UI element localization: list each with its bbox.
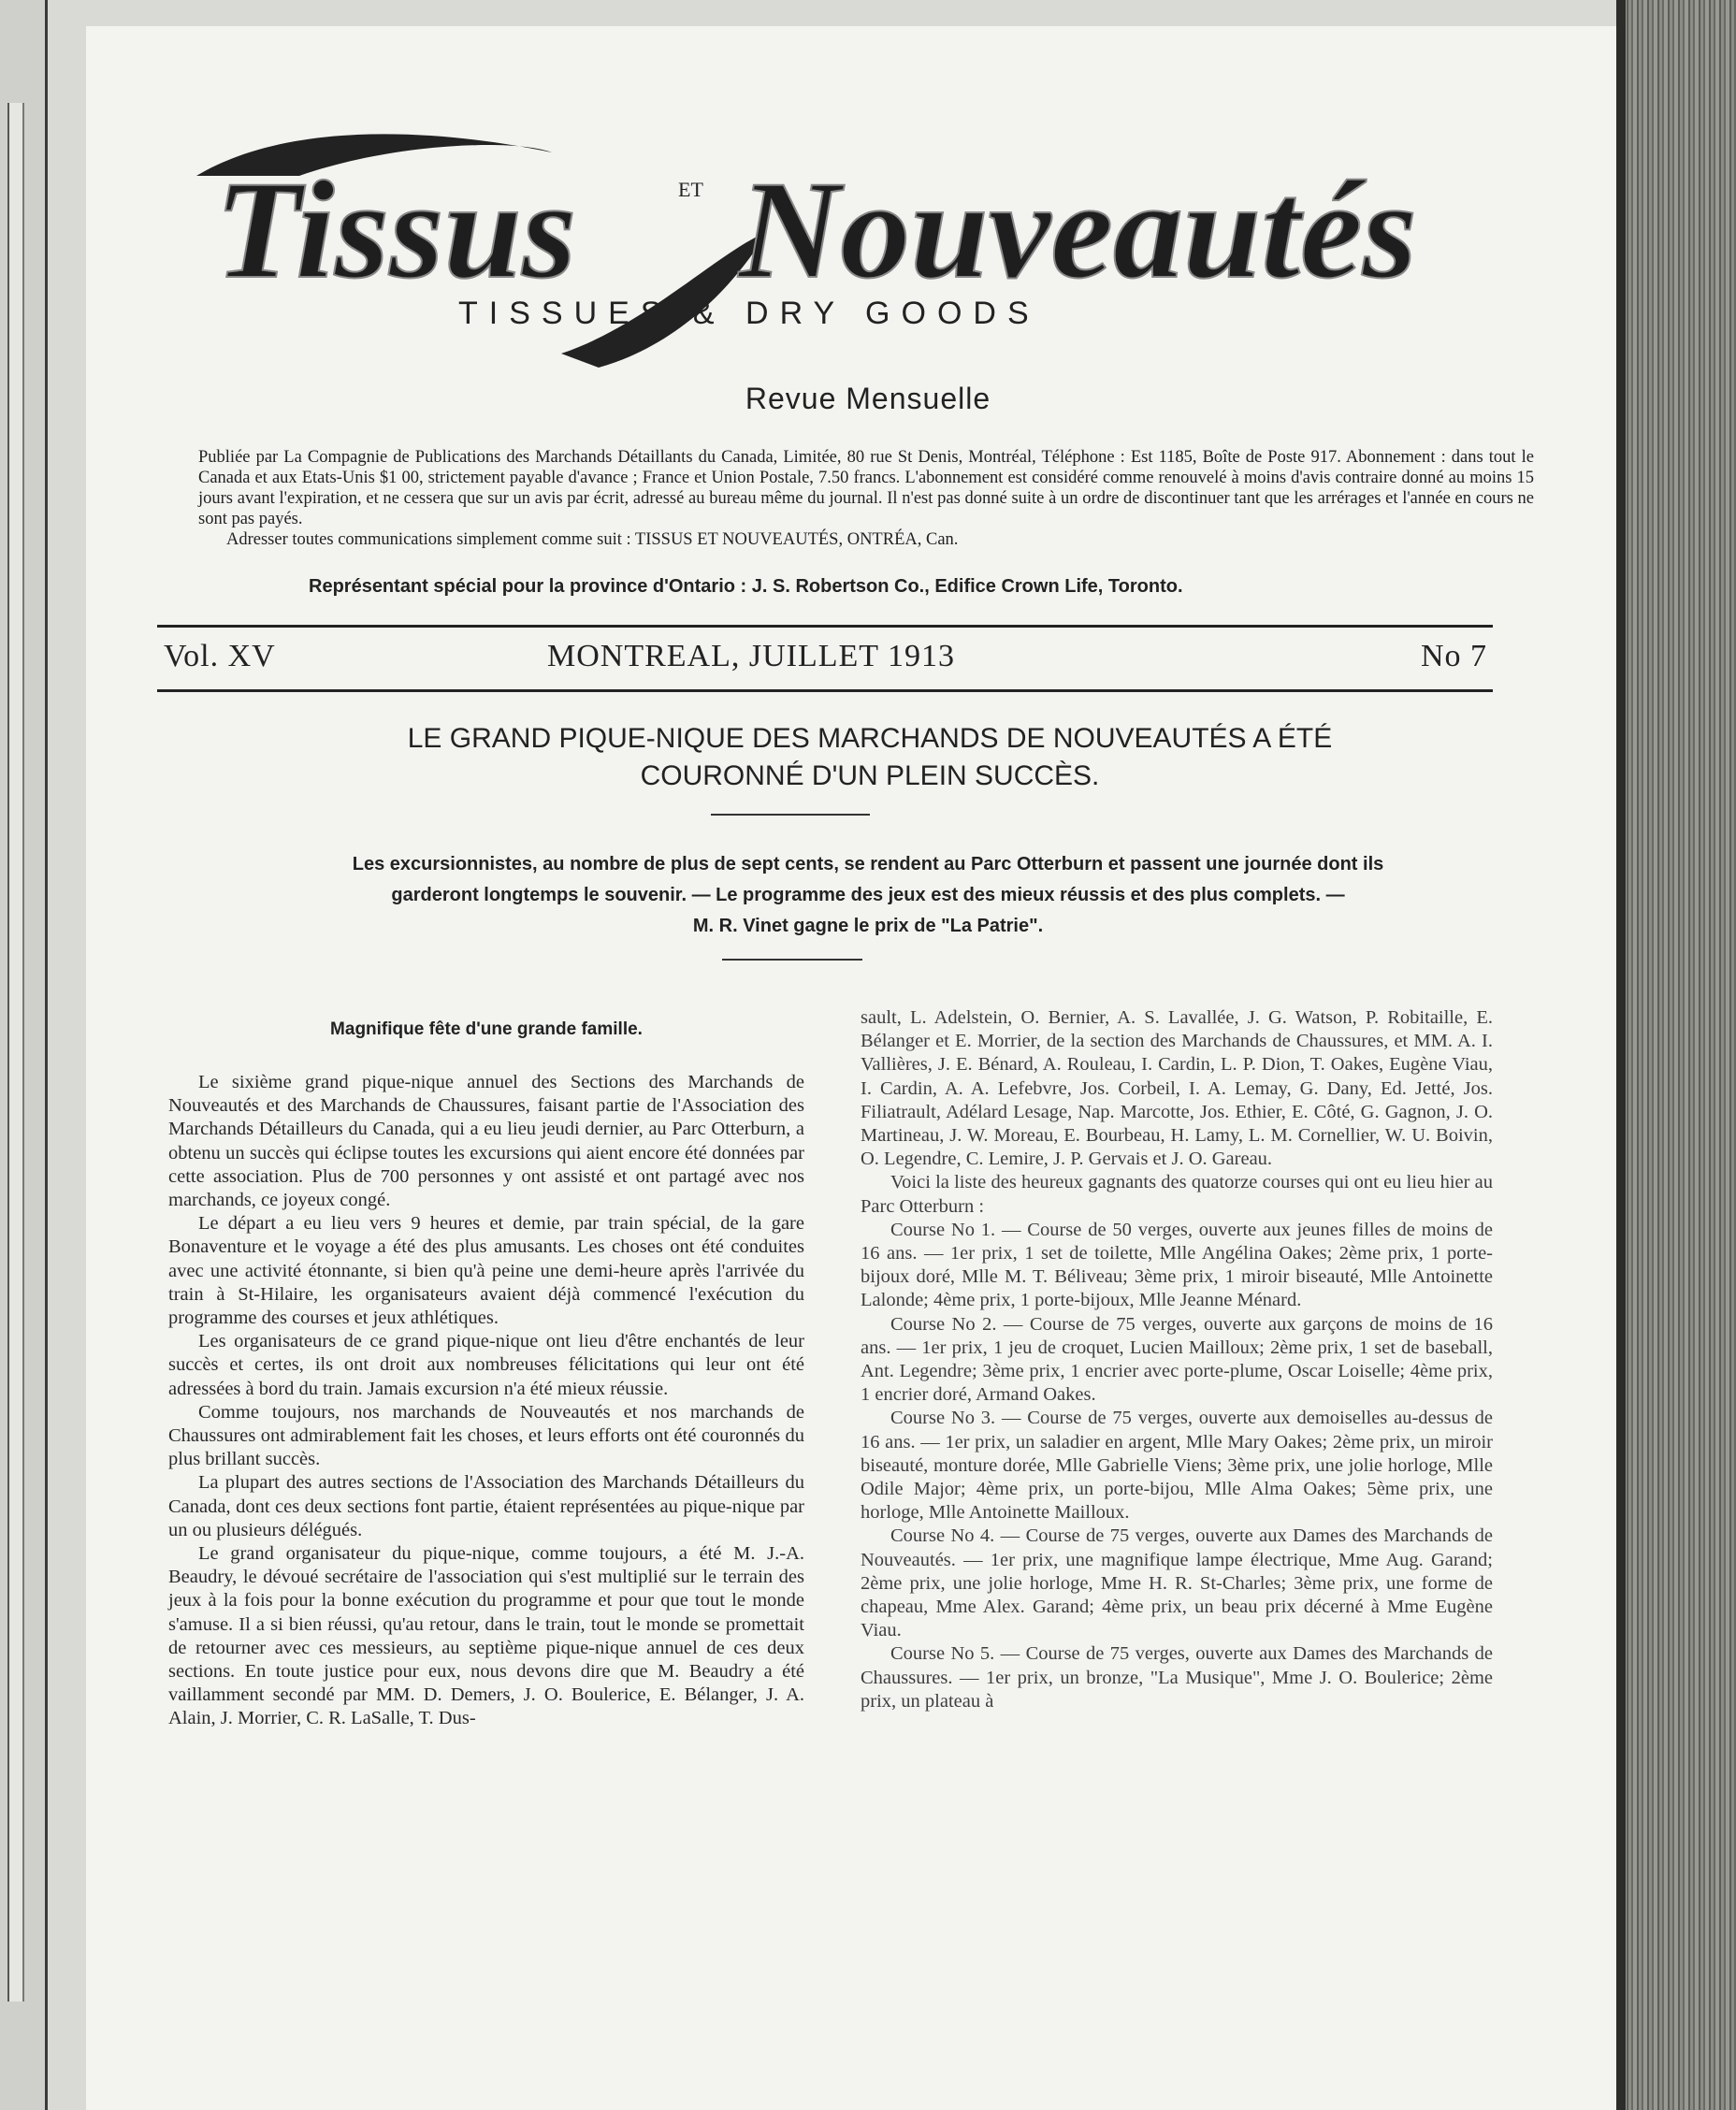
paragraph: Le départ a eu lieu vers 9 heures et demie, par train spécial, de la gare Bonaventure et le voyage a été des plus amusants. Les choses ont été conduites avec une activité étonnante, si bien qu'à peine une demi-heure après l'arrivée du train à St-Hilaire, les organisateurs avaient déjà commencé l'exécution du programme des courses et jeux athlétiques. (168, 1213, 804, 1329)
publication-info-text: Publiée par La Compagnie de Publications des Marchands Détaillants du Canada, Limitée, 80 rue St Denis, Montréal, Téléphone : Est 1185, Boîte de Poste 917. Abonnement : dans tout le Canada et aux Etats-Unis $1 00, strictement payable d'avance ; France et Union Postale, 7.50 francs. L'abonnement est considéré comme renouvelé à moins d'avis contraire donné au moins 15 jours avant l'expiration, et ne cessera que sur un avis par écrit, adressé au bureau même du journal. Il n'est pas donné suite à un ordre de discontinuer tant que les arrérages et l'année en cours ne sont pas payés. (198, 448, 1534, 528)
masthead (159, 110, 1534, 391)
book-spine-edge (1616, 0, 1736, 2110)
headline-line-1: LE GRAND PIQUE-NIQUE DES MARCHANDS DE NOUVEAUTÉS A ÉTÉ (407, 723, 1333, 754)
deck-line-3: M. R. Vinet gagne le prix de "La Patrie". (692, 916, 1044, 936)
article-column-2 (861, 1006, 1493, 1713)
deck-line-1: Les excursionnistes, au nombre de plus de sept cents, se rendent au Parc Otterburn et passent une journée dont ils (352, 854, 1384, 874)
publication-frequency: Revue Mensuelle (745, 382, 991, 415)
paragraph: Les organisateurs de ce grand pique-nique ont lieu d'être enchantés de leur succès et certes, ils ont droit aux nombreuses félicitations qui leur ont été adressées à bord du train. Jamais excursion n'a été mieux réussie. (168, 1331, 804, 1399)
headline-divider (711, 814, 870, 816)
paragraph: Le sixième grand pique-nique annuel des Sections des Marchands de Nouveautés et des Marchands de Chaussures, faisant partie de l'Association des Marchands Détailleurs du Canada, qui a eu lieu jeudi dernier, au Parc Otterburn, a obtenu un succès qui éclipse toutes les excursions qui aient encore été données par cette association. Plus de 700 personnes y ont assisté et ont partagé avec nos marchands, ce joyeux congé. (168, 1072, 804, 1211)
paragraph: Le grand organisateur du pique-nique, comme toujours, a été M. J.-A. Beaudry, le dévoué secrétaire de l'association qui s'est multiplié sur le terrain des jeux à la fois pour la bonne exécution du programme et pour que tout le monde s'amuse. Il a si bien réussi, qu'au retour, dans le train, tout le monde se promettait de retourner avec ces messieurs, au septième pique-nique annuel de ces deux sections. En toute justice pour eux, nous devons dire que M. Beaudry a été vaillamment secondé par MM. D. Demers, J. O. Boulerice, E. Bélanger, J. A. Alain, J. Morrier, C. R. LaSalle, T. Dus- (168, 1543, 804, 1729)
paragraph: Course No 4. — Course de 75 verges, ouverte aux Dames des Marchands de Nouveautés. — 1er prix, une magnifique lampe électrique, Mme Aug. Garand; 2ème prix, une jolie horloge, Mme H. R. St-Charles; 3ème prix, une forme de chapeau, Mme Alex. Garand; 4ème prix, un beau prix décerné à Mme Eugène Viau. (861, 1525, 1493, 1641)
article-headline (140, 720, 1599, 795)
paragraph: Comme toujours, nos marchands de Nouveautés et nos marchands de Chaussures ont admirablement fait les choses, et leurs efforts ont été couronnés du plus brillant succès. (168, 1401, 804, 1470)
adjacent-page-edge (0, 0, 48, 2110)
deck-divider (722, 959, 862, 961)
publication-info (198, 447, 1534, 550)
headline-line-2: COURONNÉ D'UN PLEIN SUCCÈS. (640, 760, 1100, 791)
masthead-title-conj: ET (678, 178, 703, 201)
top-rule (157, 625, 1493, 628)
volume-number: Vol. XV (164, 639, 276, 673)
deck-line-2: garderont longtemps le souvenir. — Le programme des jeux est des mieux réussis et des plus complets. — (391, 885, 1345, 905)
paragraph: Course No 1. — Course de 50 verges, ouverte aux jeunes filles de moins de 16 ans. — 1er prix, 1 set de toilette, Mlle Angélina Oakes; 2ème prix, 1 porte-bijoux doré, Mlle M. T. Béliveau; 3ème prix, 1 miroir biseauté, Mlle Antoinette Lalonde; 4ème prix, 1 porte-bijoux, Mlle Jeanne Ménard. (861, 1219, 1493, 1311)
publication-address: Adresser toutes communications simplement comme suit : TISSUS ET NOUVEAUTÉS, ONTRÉA, Can. (226, 530, 959, 549)
paragraph: sault, L. Adelstein, O. Bernier, A. S. Lavallée, J. G. Watson, P. Robitaille, E. Bélanger et E. Morrier, de la section des Marchands de Chaussures, et MM. A. I. Vallières, J. E. Bénard, A. Rouleau, I. Cardin, L. P. Dion, T. Oakes, Eugène Viau, I. Cardin, A. A. Lefebvre, Jos. Corbeil, I. A. Lemay, G. Dany, Ed. Jetté, Jos. Filiatrault, Adélard Lesage, Nap. Marcotte, Jos. Ethier, E. Côté, G. Gagnon, J. O. Martineau, J. W. Moreau, E. Bourbeau, H. Lamy, L. M. Cornellier, W. U. Boivin, O. Legendre, C. Lemire, J. P. Gervais et J. O. Gareau. (861, 1007, 1493, 1170)
masthead-title-left: Tissus (215, 152, 577, 308)
article-subhead: Magnifique fête d'une grande famille. (330, 1019, 643, 1039)
bottom-rule (157, 689, 1493, 692)
representative-line: Représentant spécial pour la province d'Ontario : J. S. Robertson Co., Edifice Crown Life, Toronto. (309, 576, 1183, 597)
masthead-logo (159, 110, 1534, 391)
masthead-title-right: Nouveautés (739, 152, 1417, 308)
paragraph: Course No 3. — Course de 75 verges, ouverte aux demoiselles au-dessus de 16 ans. — 1er prix, un saladier en argent, Mlle Mary Oakes; 2ème prix, un miroir biseauté, monture dorée, Mlle Gabrielle Viens; 3ème prix, une jolie horloge, Mlle Odile Major; 4ème prix, un porte-bijou, Mlle Alma Oakes; 5ème prix, une horloge, Mlle Antoinette Mailloux. (861, 1408, 1493, 1524)
masthead-subtitle: TISSUES & DRY GOODS (458, 296, 1040, 331)
paragraph: Course No 2. — Course de 75 verges, ouverte aux garçons de moins de 16 ans. — 1er prix, 1 jeu de croquet, Lucien Mailloux; 2ème prix, 1 set de baseball, Ant. Legendre; 3ème prix, 1 encrier avec porte-plume, Oscar Loiselle; 4ème prix, 1 encrier doré, Armand Oakes. (861, 1313, 1493, 1406)
article-column-1 (168, 1071, 804, 1731)
paragraph: La plupart des autres sections de l'Association des Marchands Détailleurs du Canada, dont ces deux sections font partie, étaient représentées au pique-nique par un ou plusieurs délégués. (168, 1472, 804, 1540)
issue-place-date: MONTREAL, JUILLET 1913 (547, 639, 955, 673)
article-deck (213, 849, 1523, 942)
issue-line (164, 639, 1487, 682)
paragraph: Voici la liste des heureux gagnants des quatorze courses qui ont eu lieu hier au Parc Otterburn : (861, 1172, 1493, 1217)
paragraph: Course No 5. — Course de 75 verges, ouverte aux Dames des Marchands de Chaussures. — 1er prix, un bronze, "La Musique", Mme J. O. Boulerice; 2ème prix, un plateau à (861, 1643, 1493, 1712)
issue-number: No 7 (1420, 639, 1487, 673)
